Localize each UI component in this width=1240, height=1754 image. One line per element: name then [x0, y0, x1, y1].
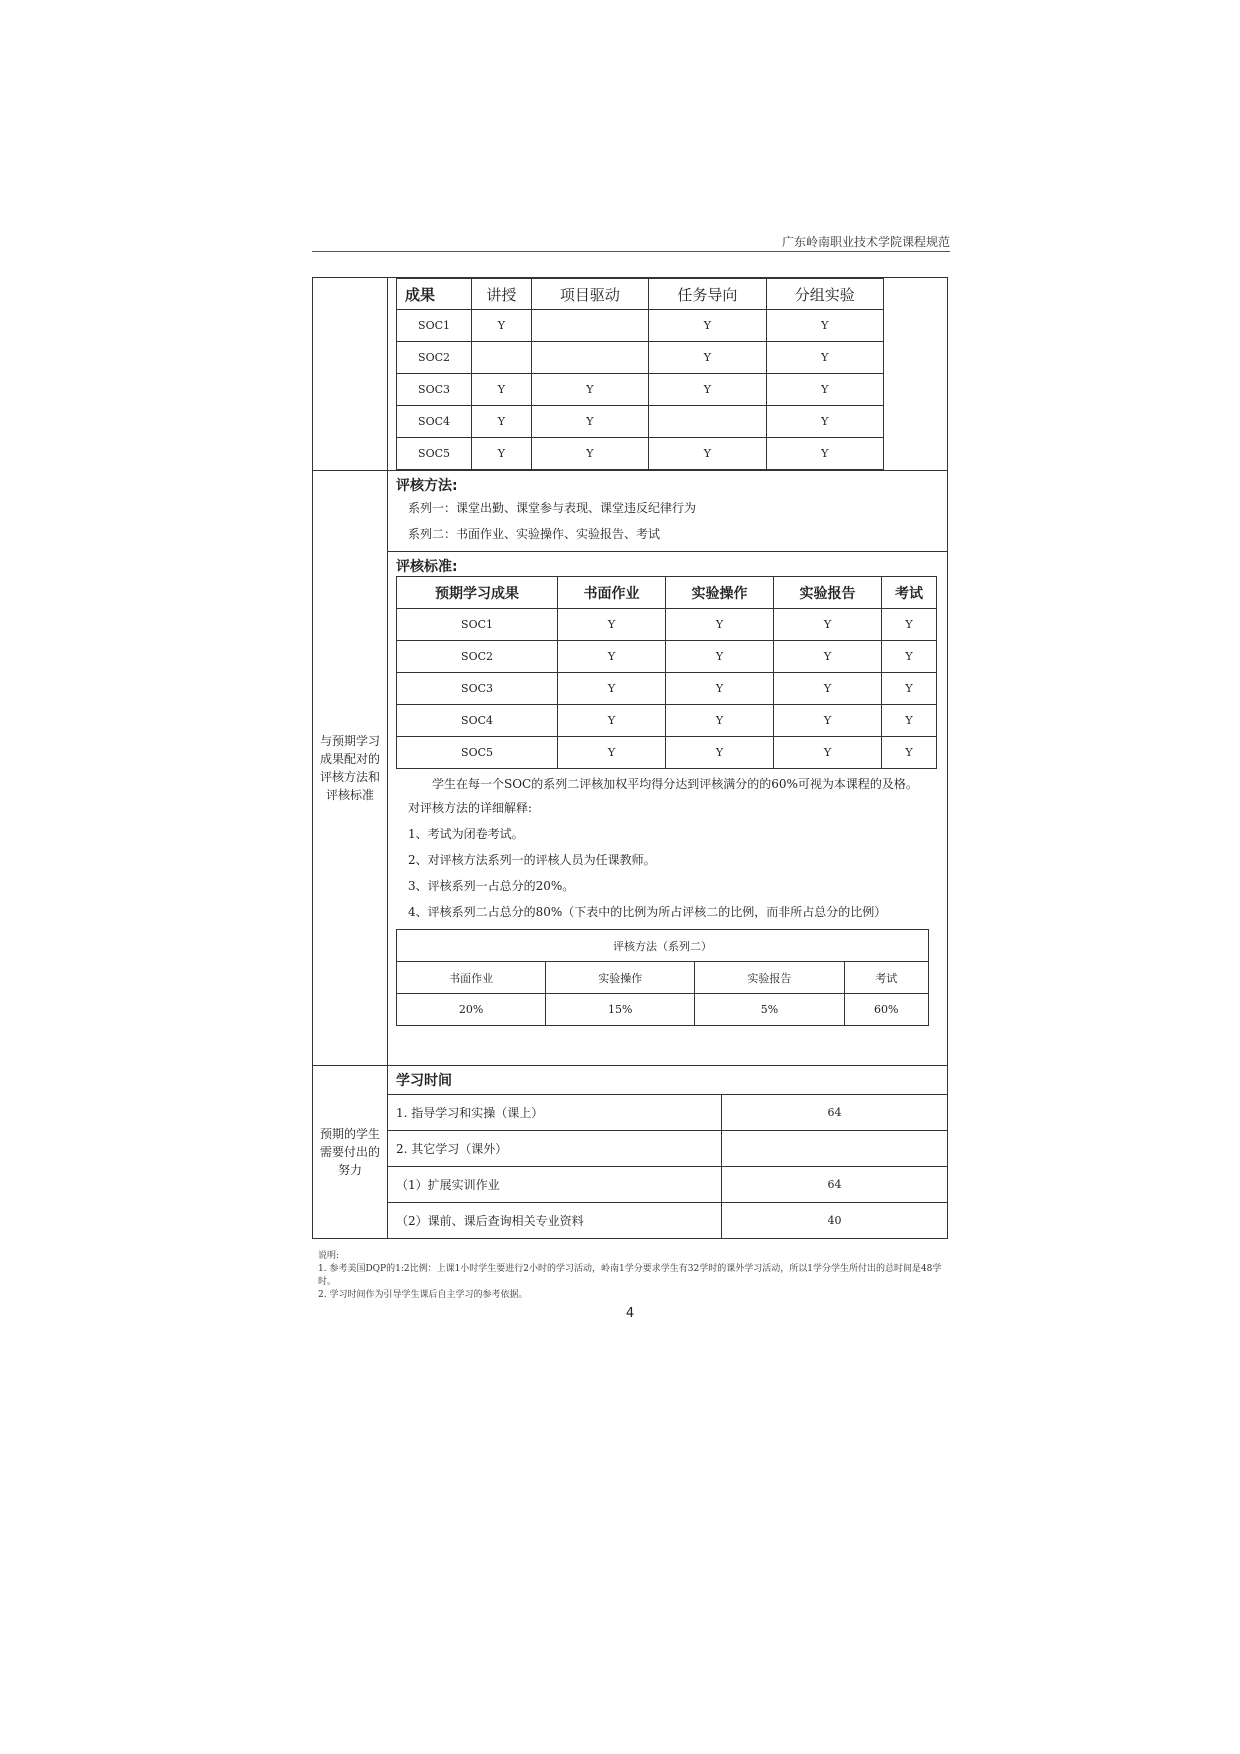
table-cell: Y [558, 609, 666, 641]
effort-value: 64 [722, 1095, 948, 1131]
notes-title: 说明: [318, 1251, 340, 1261]
table-row [397, 641, 937, 673]
table-cell: Y [558, 737, 666, 769]
standard-header-cell: 实验报告 [774, 577, 882, 609]
table-cell: SOC4 [397, 705, 558, 737]
table-cell [531, 342, 648, 374]
page-number: 4 [625, 1306, 635, 1321]
table-cell: Y [774, 737, 882, 769]
effort-side-label [313, 1066, 388, 1239]
table-cell: SOC2 [397, 342, 472, 374]
table-row [388, 1203, 947, 1239]
table-cell: Y [531, 374, 648, 406]
table-cell: SOC3 [397, 374, 472, 406]
weight-header-cell: 书面作业 [397, 962, 546, 994]
table-cell: SOC1 [397, 609, 558, 641]
assessment-side-label-text: 与预期学习成果配对的评核方法和评核标准 [319, 734, 380, 802]
teaching-header-cell: 项目驱动 [531, 279, 648, 310]
table-cell: Y [649, 310, 766, 342]
teaching-header-cell: 分组实验 [766, 279, 883, 310]
table-cell: SOC5 [397, 438, 472, 470]
teaching-methods-table [396, 278, 884, 470]
table-row [388, 1131, 947, 1167]
effort-title: 学习时间 [396, 1073, 452, 1089]
table-cell: Y [774, 609, 882, 641]
table-cell: Y [766, 438, 883, 470]
table-cell: SOC4 [397, 406, 472, 438]
table-cell: Y [558, 641, 666, 673]
method-line: 系列一：课堂出勤、课堂参与表现、课堂违反纪律行为 [408, 501, 697, 515]
header-title: 广东岭南职业技术学院课程规范 [781, 235, 950, 249]
table-row [397, 673, 937, 705]
table-cell: Y [882, 705, 937, 737]
table-cell: Y [472, 374, 532, 406]
table-cell: SOC2 [397, 641, 558, 673]
effort-side-label-text: 预期的学生需要付出的努力 [319, 1127, 380, 1177]
standard-header-row [397, 577, 937, 609]
teaching-header-cell: 讲授 [472, 279, 532, 310]
teaching-header-row [397, 279, 884, 310]
table-cell: Y [882, 673, 937, 705]
table-cell: Y [766, 310, 883, 342]
table-cell: Y [666, 673, 774, 705]
detail-line: 2、对评核方法系列一的评核人员为任课教师。 [408, 853, 656, 867]
table-cell: Y [649, 374, 766, 406]
table-cell: Y [766, 374, 883, 406]
table-cell: Y [774, 641, 882, 673]
weight-header-cell: 考试 [844, 962, 928, 994]
table-row [397, 406, 884, 438]
table-cell: Y [882, 609, 937, 641]
teaching-header-cell: 任务导向 [649, 279, 766, 310]
table-cell: Y [766, 342, 883, 374]
table-cell: Y [774, 705, 882, 737]
table-cell: Y [472, 406, 532, 438]
table-row [388, 1167, 947, 1203]
table-cell: Y [666, 737, 774, 769]
table-cell: Y [882, 641, 937, 673]
effort-label: （2）课前、课后查询相关专业资料 [388, 1203, 722, 1239]
weight-table [396, 929, 929, 1026]
table-row [397, 737, 937, 769]
weight-value-cell: 20% [397, 994, 546, 1026]
footnotes [318, 1250, 950, 1302]
effort-table [388, 1094, 947, 1238]
effort-label: （1）扩展实训作业 [388, 1167, 722, 1203]
method-line: 系列二：书面作业、实验操作、实验报告、考试 [408, 527, 661, 541]
standard-header-cell: 书面作业 [558, 577, 666, 609]
teaching-header-cell: 成果 [397, 279, 472, 310]
table-row [397, 994, 929, 1026]
table-cell: Y [472, 310, 532, 342]
course-spec-table [312, 277, 948, 1239]
table-cell: Y [666, 705, 774, 737]
table-cell: Y [472, 438, 532, 470]
effort-value: 64 [722, 1167, 948, 1203]
table-row [397, 705, 937, 737]
detail-line: 3、评核系列一占总分的20%。 [408, 879, 575, 893]
detail-line: 4、评核系列二占总分的80%（下表中的比例为所占评核二的比例，而非所占总分的比例） [408, 905, 887, 919]
table-row [397, 342, 884, 374]
table-cell: Y [558, 705, 666, 737]
weight-value-cell: 15% [546, 994, 695, 1026]
weight-value-cell: 5% [695, 994, 844, 1026]
table-cell: Y [774, 673, 882, 705]
weight-header-cell: 实验报告 [695, 962, 844, 994]
weight-value-cell: 60% [844, 994, 928, 1026]
weight-table-title: 评核方法（系列二） [397, 930, 929, 962]
detail-title: 对评核方法的详细解释: [408, 801, 533, 815]
table-cell [472, 342, 532, 374]
header-divider [312, 251, 950, 252]
table-row [397, 374, 884, 406]
table-cell: SOC3 [397, 673, 558, 705]
note-line: 2. 学习时间作为引导学生课后自主学习的参考依据。 [318, 1290, 528, 1300]
note-line: 1. 参考美国DQP的1:2比例：上课1小时学生要进行2小时的学习活动，岭南1学分要求学生有32学时的课外学习活动，所以1学分学生所付出的总时间是48学时。 [318, 1264, 942, 1287]
standard-title: 评核标准: [396, 559, 458, 575]
table-cell [649, 406, 766, 438]
table-cell: Y [666, 609, 774, 641]
assessment-side-label [313, 471, 388, 1066]
standard-header-cell: 实验操作 [666, 577, 774, 609]
table-row [397, 310, 884, 342]
table-cell: SOC1 [397, 310, 472, 342]
table-cell: Y [531, 406, 648, 438]
teaching-side-label [313, 278, 388, 471]
pass-criteria-text: 学生在每一个SOC的系列二评核加权平均得分达到评核满分的的60%可视为本课程的及格。 [432, 777, 918, 791]
table-cell: Y [766, 406, 883, 438]
table-cell: Y [531, 438, 648, 470]
table-row [388, 1095, 947, 1131]
effort-value: 40 [722, 1203, 948, 1239]
table-cell: Y [649, 438, 766, 470]
standard-header-cell: 考试 [882, 577, 937, 609]
effort-label: 1. 指导学习和实操（课上） [388, 1095, 722, 1131]
weight-header-cell: 实验操作 [546, 962, 695, 994]
table-cell: Y [666, 641, 774, 673]
table-cell: Y [649, 342, 766, 374]
table-row [397, 962, 929, 994]
table-row [397, 609, 937, 641]
detail-line: 1、考试为闭卷考试。 [408, 827, 524, 841]
standard-header-cell: 预期学习成果 [397, 577, 558, 609]
table-cell: SOC5 [397, 737, 558, 769]
table-row [397, 438, 884, 470]
assessment-standard-table [396, 576, 937, 769]
table-cell: Y [558, 673, 666, 705]
effort-label: 2. 其它学习（课外） [388, 1131, 722, 1167]
methods-title: 评核方法: [396, 478, 458, 494]
table-cell [531, 310, 648, 342]
effort-value [722, 1131, 948, 1167]
table-cell: Y [882, 737, 937, 769]
